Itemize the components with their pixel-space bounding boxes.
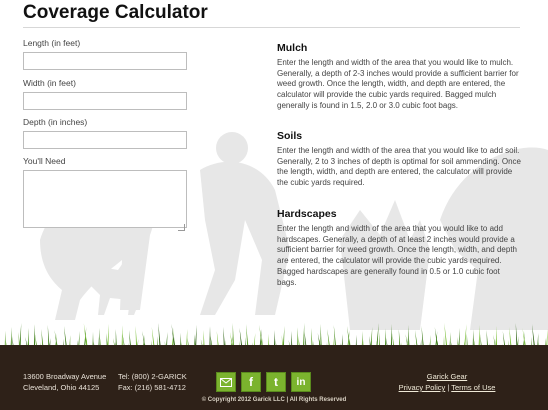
depth-input[interactable] <box>23 131 187 149</box>
link-separator: | <box>445 383 452 392</box>
copyright-text: © Copyright 2012 Garick LLC | All Rights Reserved <box>201 397 347 403</box>
footer-address <box>23 371 106 393</box>
fax-text: Fax: (216) 581-4712 <box>118 383 186 392</box>
tel-text: Tel: (800) 2-GARICK <box>118 372 187 381</box>
mulch-heading: Mulch <box>277 42 308 54</box>
resize-grip-icon[interactable] <box>178 224 185 231</box>
footer-links <box>392 371 502 393</box>
terms-of-use-link[interactable]: Terms of Use <box>451 383 496 392</box>
social-links <box>216 372 311 392</box>
garick-gear-link[interactable]: Garick Gear <box>426 372 468 381</box>
soils-section <box>277 130 521 189</box>
mulch-body: Enter the length and width of the area that you would like to mulch. Generally, a depth of 2-3 inches would provide a sufficient barrier for weed growth. Once the length, width, and depth are entered, the calculator will provide the cubic yards required. Bagged mulch generally is found in 1.5, 2.0 or 3.0 cubic foot bags. <box>277 58 519 110</box>
email-icon[interactable] <box>216 372 236 392</box>
youll-need-label: You'll Need <box>23 156 66 166</box>
title-divider <box>23 27 520 28</box>
depth-label: Depth (in inches) <box>23 117 88 127</box>
page-title: Coverage Calculator <box>23 2 208 23</box>
width-input[interactable] <box>23 92 187 110</box>
hardscapes-heading: Hardscapes <box>277 208 337 220</box>
privacy-policy-link[interactable]: Privacy Policy <box>398 383 446 392</box>
twitter-icon[interactable]: t <box>266 372 286 392</box>
address-line-1: 13600 Broadway Avenue <box>23 372 107 381</box>
site-footer <box>0 345 548 410</box>
linkedin-icon[interactable]: in <box>291 372 311 392</box>
soils-heading: Soils <box>277 130 303 142</box>
length-input[interactable] <box>23 52 187 70</box>
youll-need-textarea[interactable] <box>23 170 187 228</box>
mulch-section <box>277 42 521 112</box>
hardscapes-section <box>277 208 521 288</box>
facebook-icon[interactable]: f <box>241 372 261 392</box>
address-line-2: Cleveland, Ohio 44125 <box>23 383 100 392</box>
footer-phone <box>118 371 187 393</box>
hardscapes-body: Enter the length and width of the area that you would like to add hardscapes. Generally, a depth of at least 2 inches would provide a sufficient barrier for weed growth. Once the length, width, and depth are entered, the calculator will provide the cubic yards required. Bagged hardscapes are generally found in 0.5 or 1.0 cubic foot bags. <box>277 224 517 287</box>
length-label: Length (in feet) <box>23 38 81 48</box>
soils-body: Enter the length and width of the area that you would like to add soil. Generally, 2 to 3 inches of depth is optimal for soil ammending. Once the length, width, and depth are entered, the calculator will provide the cubic yards required. <box>277 146 521 188</box>
width-label: Width (in feet) <box>23 78 76 88</box>
